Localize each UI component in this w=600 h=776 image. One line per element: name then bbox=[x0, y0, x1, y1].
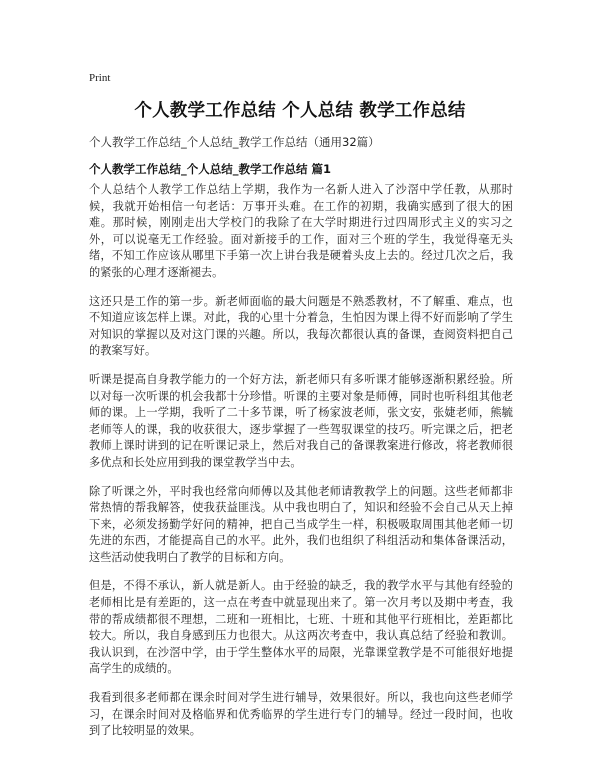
section-heading: 个人教学工作总结_个人总结_教学工作总结 篇1 bbox=[89, 162, 332, 176]
paragraph-1: 个人总结个人教学工作总结上学期，我作为一名新人进入了沙滘中学任教，从那时候，我就开始相信一句老话：万事开头难。在工作的初期，我确实感到了很大的困难。那时候，刚刚走出大学校门的我除了在大学时期进行过四周形式主义的实习之外，可以说毫无工作经验。面对新接手的工作，面对三个班的学生，我觉得毫无头绪，不知工作应该从哪里下手第一次上讲台我是硬着头皮上去的。经过几次之后，我的紧张的心理才逐渐褪去。 bbox=[89, 183, 513, 279]
paragraph-6: 我看到很多老师都在课余时间对学生进行辅导，效果很好。所以，我也向这些老师学习，在课余时间对及格临界和优秀临界的学生进行专门的辅导。经过一段时间，也收到了比较明显的效果。 bbox=[89, 691, 513, 738]
paragraph-3: 听课是提高自身教学能力的一个好方法，新老师只有多听课才能够逐渐积累经验。所以对每一次听课的机会我都十分珍惜。听课的主要对象是师傅，同时也听科组其他老师的课。上一学期，我听了二十多节课，听了杨家波老师，张文安，张婕老师，熊毓老师等人的课，我的收获很大，逐步掌握了一些驾驭课堂的技巧。听完课之后，把老教师上课时讲到的记在听课记录上，然后对我自己的备课教案进行修改，将老教师很多优点和长处应用到我的课堂教学当中去。 bbox=[89, 372, 513, 469]
paragraph-2: 这还只是工作的第一步。新老师面临的最大问题是不熟悉教材，不了解重、难点，也不知道应该怎样上课。对此，我的心里十分着急，生怕因为课上得不好而影响了学生对知识的掌握以及对这门课的兴趣。所以，我每次都很认真的备课，查阅资料把自己的教案写好。 bbox=[89, 294, 513, 358]
article-body bbox=[89, 182, 513, 752]
page-title: 个人教学工作总结 个人总结 教学工作总结 bbox=[134, 101, 466, 121]
print-link[interactable]: Print bbox=[89, 72, 111, 84]
paragraph-5: 但是，不得不承认，新人就是新人。由于经验的缺乏，我的教学水平与其他有经验的老师相比是有差距的，这一点在考查中就显现出来了。第一次月考以及期中考查，我带的帮成绩都很不理想，二班和一班相比，七班、十班和其他平行班相比，差距都比较大。所以，我自身感到压力也很大。从这两次考查中，我认真总结了经验和教训。我认识到，在沙滘中学，由于学生整体水平的局限，光靠课堂教学是不可能很好地提高学生的成绩的。 bbox=[89, 579, 513, 676]
paragraph-4: 除了听课之外，平时我也经常向师傅以及其他老师请教教学上的问题。这些老师都非常热情的帮我解答，使我获益匪浅。从中我也明白了，知识和经验不会自己从天上掉下来，必须发扬勤学好问的精神，把自己当成学生一样，积极吸取周围其他老师一切先进的东西，才能提高自己的水平。此外，我们也组织了科组活动和集体备课活动，这些活动使我明白了教学的目标和方向。 bbox=[89, 484, 513, 564]
document-subtitle: 个人教学工作总结_个人总结_教学工作总结（通用32篇） bbox=[89, 135, 380, 149]
